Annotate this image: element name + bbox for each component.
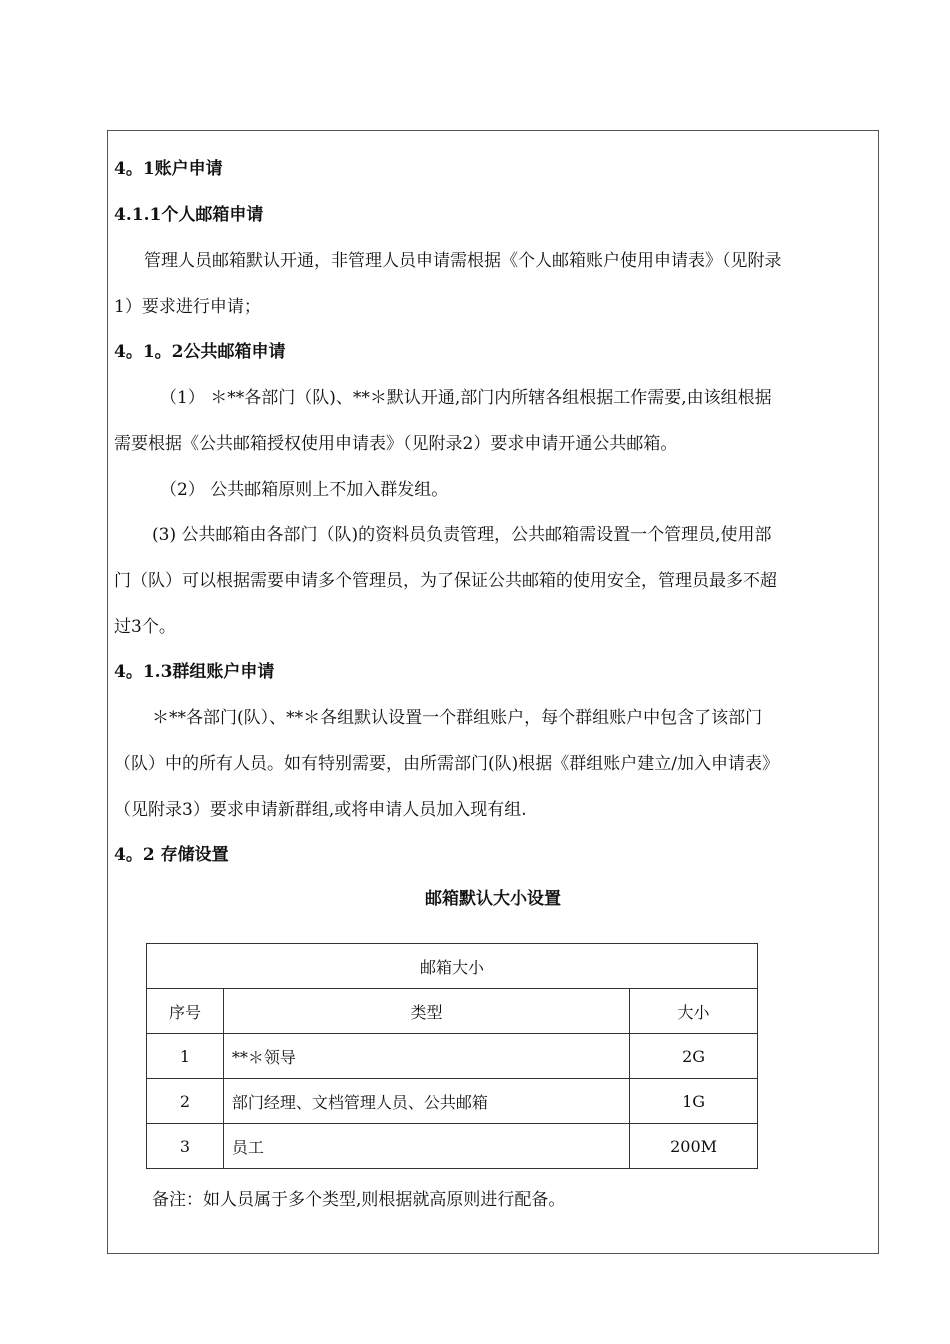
cell-size: 1G <box>630 1079 758 1124</box>
cell-type: 部门经理、文档管理人员、公共邮箱 <box>223 1079 629 1124</box>
header-index: 序号 <box>147 989 224 1034</box>
paragraph-line: 管理人员邮箱默认开通，非管理人员申请需根据《个人邮箱账户使用申请表》（见附录 <box>144 251 782 271</box>
header-type: 类型 <box>223 989 629 1034</box>
table-caption-row <box>147 944 758 989</box>
cell-index: 2 <box>147 1079 224 1124</box>
cell-type: **＊领导 <box>223 1034 629 1079</box>
section-heading-4-1-3: 4。1.3群组账户申请 <box>114 662 275 682</box>
table-row <box>147 1034 758 1079</box>
table-row <box>147 1124 758 1169</box>
header-size: 大小 <box>630 989 758 1034</box>
paragraph-line: （见附录3）要求申请新群组,或将申请人员加入现有组. <box>114 800 527 820</box>
paragraph-line: 门（队）可以根据需要申请多个管理员，为了保证公共邮箱的使用安全，管理员最多不超 <box>114 571 777 591</box>
section-heading-4-2: 4。2 存储设置 <box>114 845 229 865</box>
paragraph-line: 1）要求进行申请； <box>114 297 261 317</box>
cell-index: 3 <box>147 1124 224 1169</box>
cell-size: 2G <box>630 1034 758 1079</box>
table-row <box>147 1079 758 1124</box>
list-item-3: (3) 公共邮箱由各部门（队)的资料员负责管理，公共邮箱需设置一个管理员,使用部 <box>152 525 772 545</box>
paragraph-line: （队）中的所有人员。如有特别需要，由所需部门(队)根据《群组账户建立/加入申请表》 <box>114 754 779 774</box>
table-title: 邮箱默认大小设置 <box>425 889 561 909</box>
section-heading-4-1-1: 4.1.1个人邮箱申请 <box>114 205 264 225</box>
list-item-1: （1） ＊**各部门（队)、**＊默认开通,部门内所辖各组根据工作需要,由该组根据 <box>160 388 772 408</box>
table-caption: 邮箱大小 <box>147 944 758 989</box>
cell-type: 员工 <box>223 1124 629 1169</box>
list-item-2: （2） 公共邮箱原则上不加入群发组。 <box>160 480 449 500</box>
paragraph-line: ＊**各部门(队）、**＊各组默认设置一个群组账户，每个群组账户中包含了该部门 <box>152 708 763 728</box>
cell-index: 1 <box>147 1034 224 1079</box>
paragraph-line: 需要根据《公共邮箱授权使用申请表》（见附录2）要求申请开通公共邮箱。 <box>114 434 678 454</box>
table-header-row <box>147 989 758 1034</box>
cell-size: 200M <box>630 1124 758 1169</box>
section-heading-4-1-2: 4。1。2公共邮箱申请 <box>114 342 286 362</box>
paragraph-line: 过3个。 <box>114 617 176 637</box>
mailbox-size-table <box>146 943 758 1169</box>
table-note: 备注：如人员属于多个类型,则根据就高原则进行配备。 <box>152 1190 566 1210</box>
section-heading-4-1: 4。1账户申请 <box>114 159 223 179</box>
